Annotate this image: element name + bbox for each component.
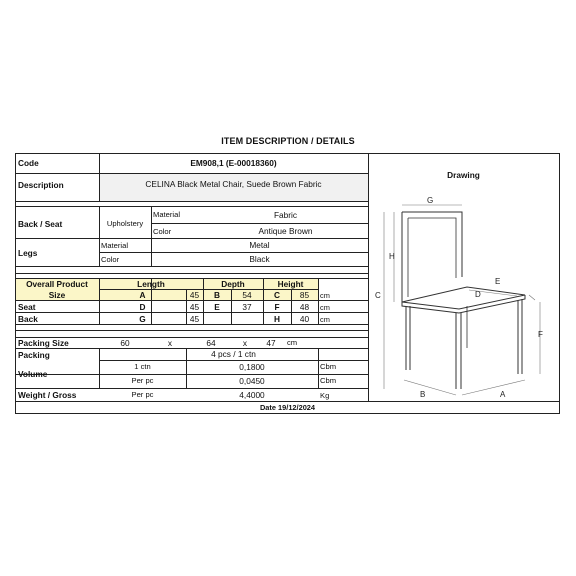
- packing-size-x1: x: [167, 338, 173, 348]
- upholstery-label: Upholstery: [106, 219, 144, 228]
- legs-material: Metal: [249, 240, 270, 250]
- depth-header: Depth: [221, 279, 245, 289]
- back-seat-label: Back / Seat: [18, 219, 63, 229]
- dim-val-a: 45: [189, 290, 200, 300]
- code-label: Code: [18, 158, 39, 168]
- drawing-letter-g: G: [427, 196, 434, 205]
- weight-basis: Per pc: [131, 390, 154, 399]
- drawing-letter-a: A: [500, 390, 506, 399]
- legs-material-label: Material: [101, 241, 129, 250]
- weight-value: 4,4000: [239, 390, 265, 400]
- dim-key-h: H: [274, 314, 280, 324]
- back-seat-color-label: Color: [153, 227, 172, 236]
- date-label: Date 19/12/2024: [259, 403, 316, 412]
- packing-value: 4 pcs / 1 ctn: [211, 349, 256, 359]
- length-header: Length: [137, 279, 165, 289]
- dim-val-d: 45: [189, 302, 200, 312]
- chair-drawing: [367, 192, 560, 402]
- volume-basis-ctn: 1 ctn: [134, 362, 151, 371]
- dim-val-f: 48: [299, 302, 310, 312]
- legs-color-label: Color: [101, 255, 120, 264]
- drawing-letter-b: B: [420, 390, 426, 399]
- overall-size-label-2: Size: [48, 290, 66, 300]
- volume-unit-pc: Cbm: [320, 376, 337, 385]
- dim-val-h: 40: [299, 314, 310, 324]
- drawing-letter-f: F: [538, 330, 543, 339]
- drawing-letter-h: H: [389, 252, 395, 261]
- backrest-inner: [408, 218, 456, 278]
- drawing-letter-e: E: [495, 277, 501, 286]
- dim-val-e: 37: [242, 302, 252, 312]
- weight-label: Weight / Gross: [18, 390, 77, 400]
- leg-back-left: [406, 306, 410, 370]
- back-seat-color: Antique Brown: [258, 226, 313, 236]
- back-label: Back: [18, 314, 38, 324]
- dim-val-b: 54: [242, 290, 252, 300]
- legs-color: Black: [249, 254, 270, 264]
- volume-unit-ctn: Cbm: [320, 362, 337, 371]
- dim-key-g: G: [139, 314, 146, 324]
- legs-label: Legs: [18, 248, 38, 258]
- dim-unit-row2: cm: [320, 315, 330, 324]
- volume-basis-pc: Per pc: [131, 376, 154, 385]
- dim-val-g: 45: [189, 314, 200, 324]
- dim-unit-row1: cm: [320, 303, 330, 312]
- weight-unit: Kg: [320, 391, 330, 400]
- dim-key-e: E: [214, 302, 220, 312]
- drawing-letter-c: C: [375, 291, 381, 300]
- packing-size-length: 60: [120, 338, 130, 348]
- seat-label: Seat: [18, 302, 36, 312]
- packing-size-label: Packing Size: [18, 338, 69, 348]
- dim-b-line: [404, 380, 456, 395]
- packing-size-unit: cm: [287, 338, 298, 347]
- dim-e-line: [529, 295, 535, 300]
- leg-front-left: [456, 313, 461, 389]
- packing-size-x2: x: [242, 338, 248, 348]
- packing-size-depth: 64: [206, 338, 216, 348]
- page-title: ITEM DESCRIPTION / DETAILS: [221, 136, 355, 146]
- back-seat-material-label: Material: [153, 210, 181, 219]
- volume-value-ctn: 0,1800: [239, 362, 265, 372]
- drawing-label: Drawing: [447, 170, 480, 180]
- leg-front-right: [518, 299, 522, 374]
- description-label: Description: [18, 180, 64, 190]
- drawing-letter-d: D: [475, 290, 481, 299]
- volume-label: Volume: [18, 369, 48, 379]
- dim-unit-row0: cm: [320, 291, 330, 300]
- dim-key-f: F: [274, 302, 280, 312]
- height-header: Height: [277, 279, 304, 289]
- description-value: CELINA Black Metal Chair, Suede Brown Fabric: [145, 179, 322, 189]
- dim-key-b: B: [214, 290, 220, 300]
- dim-key-a: A: [139, 290, 146, 300]
- dim-key-d: D: [139, 302, 146, 312]
- volume-value-pc: 0,0450: [239, 376, 265, 386]
- packing-size-height: 47: [266, 338, 276, 348]
- back-seat-material: Fabric: [273, 210, 298, 220]
- code-value: EM908,1 (E-00018360): [190, 158, 277, 168]
- dim-val-c: 85: [299, 290, 310, 300]
- overall-size-label-1: Overall Product: [26, 279, 88, 289]
- seat-top: [402, 287, 525, 309]
- dim-key-c: C: [274, 290, 280, 300]
- packing-label: Packing: [18, 350, 50, 360]
- backrest-frame: [402, 212, 462, 277]
- dim-a-line: [462, 380, 525, 395]
